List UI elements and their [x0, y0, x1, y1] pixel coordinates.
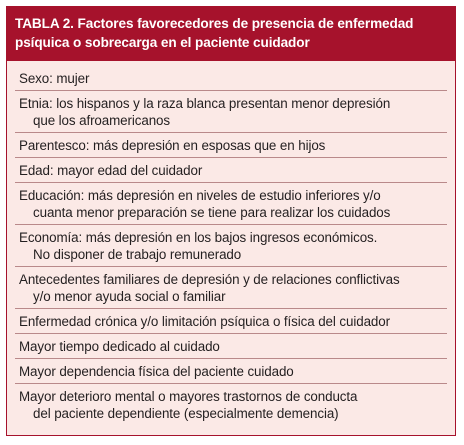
table-title-line-1: TABLA 2. Factores favorecedores de presencia de enfermedad — [15, 16, 414, 31]
table-row-etnia — [15, 91, 447, 133]
row-text: Mayor dependencia física del paciente cuidado — [19, 364, 294, 379]
table-row-deterioro — [15, 384, 447, 425]
table-row-economia — [15, 225, 447, 267]
table-row-edad — [15, 158, 447, 183]
row-text-continuation: No disponer de trabajo remunerado — [33, 247, 242, 262]
table-row-parentesco — [15, 133, 447, 158]
row-text: Edad: mayor edad del cuidador — [19, 163, 203, 178]
row-text-continuation: del paciente dependiente (especialmente demencia) — [33, 406, 339, 421]
row-text: Educación: más depresión en niveles de estudio inferiores y/o — [19, 188, 381, 203]
row-text-continuation: cuanta menor preparación se tiene para realizar los cuidados — [33, 205, 391, 220]
row-text: Economía: más depresión en los bajos ingresos económicos. — [19, 230, 378, 245]
row-text-continuation: y/o menor ayuda social o familiar — [33, 289, 226, 304]
table-row-tiempo — [15, 334, 447, 359]
row-text: Enfermedad crónica y/o limitación psíquica o física del cuidador — [19, 314, 390, 329]
table-row-antecedentes — [15, 267, 447, 309]
row-text: Etnia: los hispanos y la raza blanca presentan menor depresión — [19, 96, 391, 111]
table-title-line-2: psíquica o sobrecarga en el paciente cuidador — [15, 35, 310, 50]
table-row-sexo — [15, 66, 447, 91]
row-text: Mayor deterioro mental o mayores trastornos de conducta — [19, 389, 358, 404]
row-text: Mayor tiempo dedicado al cuidado — [19, 339, 220, 354]
factors-table — [6, 6, 456, 436]
table-title — [7, 7, 455, 61]
row-text: Parentesco: más depresión en esposas que en hijos — [19, 138, 326, 153]
table-row-enfermedad-cronica — [15, 309, 447, 334]
table-row-dependencia — [15, 359, 447, 384]
row-text-continuation: que los afroamericanos — [33, 113, 170, 128]
row-text: Antecedentes familiares de depresión y de relaciones conflictivas — [19, 272, 400, 287]
table-body — [7, 61, 455, 425]
row-text: Sexo: mujer — [19, 71, 90, 86]
table-row-educacion — [15, 183, 447, 225]
